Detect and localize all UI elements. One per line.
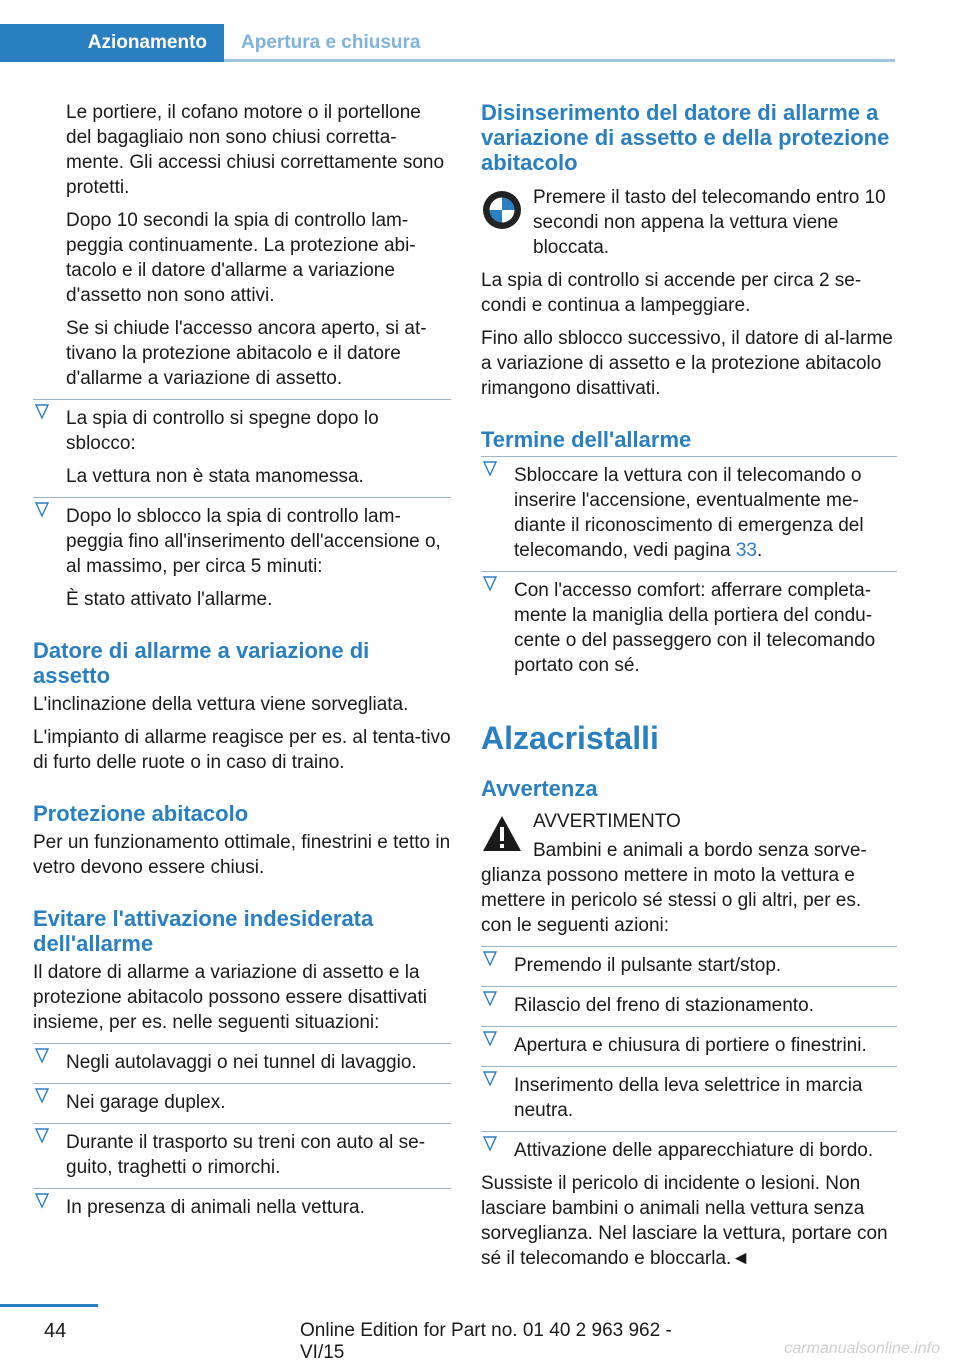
list-item-text: Con l'accesso comfort: afferrare completa-mente la maniglia della portiera del condu-cente o del passeggero con il telecomando portato con sé. bbox=[514, 580, 876, 676]
header-rule bbox=[224, 59, 895, 62]
bmw-key-icon bbox=[481, 189, 523, 231]
subsection-tab: Apertura e chiusura bbox=[241, 32, 421, 53]
warning-icon bbox=[481, 813, 523, 855]
footer-rule bbox=[0, 1304, 98, 1307]
page-link[interactable]: 33 bbox=[735, 540, 757, 561]
list-item-text: Sbloccare la vettura con il telecomando o inserire l'accensione, eventualmente me-diante il riconoscimento di emergenza del telecomando, vedi pagina 33. bbox=[514, 465, 864, 561]
list-item bbox=[481, 571, 897, 678]
paragraph: Premere il tasto del telecomando entro 10 secondi non appena la vettura viene bloccata. bbox=[533, 187, 886, 258]
bullet-triangle-icon bbox=[483, 576, 497, 592]
list-item-text: Durante il trasporto su treni con auto al se-guito, traghetti o rimorchi. bbox=[66, 1132, 426, 1178]
heading-windows: Alzacristalli bbox=[481, 720, 659, 756]
list-item-text: In presenza di animali nella vettura. bbox=[66, 1197, 365, 1218]
bullet-triangle-icon bbox=[483, 461, 497, 477]
list-item-text: Apertura e chiusura di portiere o finestrini. bbox=[514, 1035, 867, 1056]
end-alarm-list bbox=[481, 456, 897, 678]
list-item bbox=[33, 497, 451, 612]
list-item bbox=[481, 456, 897, 563]
list-item bbox=[481, 986, 897, 1018]
status-list bbox=[33, 399, 451, 612]
heading-disable-alarm: Disinserimento del datore di allarme a variazione di assetto e della protezione abitacolo bbox=[481, 100, 890, 175]
bullet-triangle-icon bbox=[35, 404, 49, 420]
list-item bbox=[33, 1188, 451, 1220]
bullet-triangle-icon bbox=[35, 1088, 49, 1104]
list-item-text: Negli autolavaggi o nei tunnel di lavaggio. bbox=[66, 1052, 417, 1073]
list-item-text: Rilascio del freno di stazionamento. bbox=[514, 995, 814, 1016]
list-item-text: Premendo il pulsante start/stop. bbox=[514, 955, 782, 976]
list-item bbox=[33, 1123, 451, 1180]
page-number: 44 bbox=[44, 1320, 67, 1342]
list-item-subtext: La vettura non è stata manomessa. bbox=[66, 466, 364, 487]
bullet-triangle-icon bbox=[483, 1031, 497, 1047]
page-header bbox=[0, 24, 895, 62]
watermark: carmanualsonline.info bbox=[784, 1340, 940, 1357]
list-item-text: Nei garage duplex. bbox=[66, 1092, 226, 1113]
remote-instruction bbox=[481, 185, 897, 260]
bullet-triangle-icon bbox=[35, 502, 49, 518]
list-item bbox=[481, 1066, 897, 1123]
paragraph: Le portiere, il cofano motore o il portellone del bagagliaio non sono chiusi corretta-mente. Gli accessi chiusi correttamente sono protetti. bbox=[66, 102, 445, 198]
list-item bbox=[481, 946, 897, 978]
heading-interior-protection: Protezione abitacolo bbox=[33, 801, 249, 826]
warning-title: AVVERTIMENTO bbox=[533, 811, 681, 832]
list-item-text: Attivazione delle apparecchiature di bordo. bbox=[514, 1140, 874, 1161]
heading-tilt-sensor: Datore di allarme a variazione di assetto bbox=[33, 638, 370, 688]
heading-avoid-alarm: Evitare l'attivazione indesiderata dell'allarme bbox=[33, 906, 374, 956]
paragraph: Sussiste il pericolo di incidente o lesioni. Non lasciare bambini o animali nella vettura senza sorveglianza. Nel lasciare la vettura, portare con sé il telecomando e bloccarla.◄ bbox=[481, 1173, 888, 1269]
list-item bbox=[33, 399, 451, 489]
paragraph: Bambini e animali a bordo senza sorve-glianza possono mettere in moto la vettura e mettere in pericolo sé stessi o gli altri, per es. con le seguenti azioni: bbox=[481, 840, 867, 936]
list-item-text: Dopo lo sblocco la spia di controllo lam-peggia fino all'inserimento dell'accensione o, al massimo, per circa 5 minuti: bbox=[66, 506, 441, 577]
bullet-triangle-icon bbox=[483, 951, 497, 967]
list-item bbox=[481, 1131, 897, 1163]
list-item-text: La spia di controllo si spegne dopo lo sblocco: bbox=[66, 408, 379, 454]
list-item-subtext: È stato attivato l'allarme. bbox=[66, 589, 273, 610]
heading-end-alarm: Termine dell'allarme bbox=[481, 427, 692, 452]
edition-text: Online Edition for Part no. 01 40 2 963 962 - VI/15 bbox=[300, 1320, 672, 1362]
bullet-triangle-icon bbox=[35, 1193, 49, 1209]
list-item bbox=[33, 1083, 451, 1115]
paragraph: Per un funzionamento ottimale, finestrini e tetto in vetro devono essere chiusi. bbox=[33, 832, 451, 878]
list-item-text: Inserimento della leva selettrice in marcia neutra. bbox=[514, 1075, 863, 1121]
right-column bbox=[481, 100, 897, 1279]
paragraph: Fino allo sblocco successivo, il datore di al-larme a variazione di assetto e la protezione abitacolo rimangono disattivati. bbox=[481, 328, 893, 399]
list-item bbox=[481, 1026, 897, 1058]
paragraph: L'impianto di allarme reagisce per es. al tenta-tivo di furto delle ruote o in caso di traino. bbox=[33, 727, 451, 773]
section-tab: Azionamento bbox=[0, 24, 224, 62]
heading-note: Avvertenza bbox=[481, 776, 598, 801]
paragraph: Se si chiude l'accesso ancora aperto, si at-tivano la protezione abitacolo e il datore d'allarme a variazione di assetto. bbox=[66, 318, 427, 389]
bullet-triangle-icon bbox=[35, 1128, 49, 1144]
paragraph: Il datore di allarme a variazione di assetto e la protezione abitacolo possono essere disattivati insieme, per es. nelle seguenti situazioni: bbox=[33, 962, 427, 1033]
bullet-triangle-icon bbox=[35, 1048, 49, 1064]
bullet-triangle-icon bbox=[483, 1071, 497, 1087]
left-column bbox=[33, 100, 451, 1228]
warning-block bbox=[481, 809, 897, 938]
bullet-triangle-icon bbox=[483, 1136, 497, 1152]
paragraph: L'inclinazione della vettura viene sorvegliata. bbox=[33, 694, 409, 715]
list-item bbox=[33, 1043, 451, 1075]
bullet-triangle-icon bbox=[483, 991, 497, 1007]
paragraph: Dopo 10 secondi la spia di controllo lam-peggia continuamente. La protezione abi-tacolo e il datore d'allarme a variazione d'assetto non sono attivi. bbox=[66, 210, 416, 306]
paragraph: La spia di controllo si accende per circa 2 se-condi e continua a lampeggiare. bbox=[481, 270, 862, 316]
situations-list bbox=[33, 1043, 451, 1220]
warning-list bbox=[481, 946, 897, 1163]
